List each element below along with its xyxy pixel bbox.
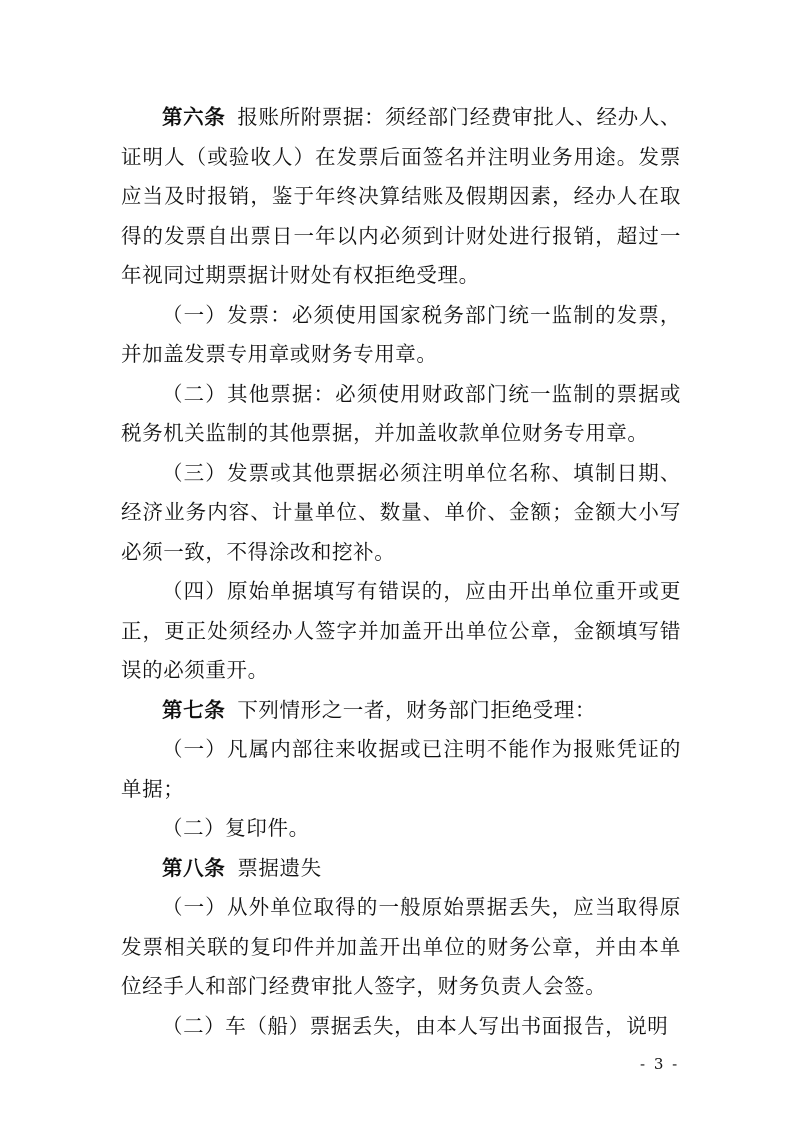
article-7-paragraph: [121, 691, 681, 731]
page-number: - 3 -: [640, 1055, 680, 1073]
article-heading: 第七条: [162, 697, 226, 722]
article-6-paragraph: [121, 98, 681, 296]
article-8-paragraph: [121, 849, 681, 889]
clause-2-paragraph: [121, 375, 681, 454]
paragraph-text: 下列情形之一者，财务部门拒绝受理：: [237, 697, 597, 722]
paragraph-text: 票据遗失: [237, 855, 322, 880]
paragraph-text: （二）复印件。: [162, 816, 310, 840]
body-text: [121, 98, 681, 1046]
clause-8-2-paragraph: [121, 1007, 681, 1047]
article-heading: 第八条: [162, 855, 226, 880]
article-heading: 第六条: [162, 105, 226, 129]
paragraph-text: （一）凡属内部往来收据或已注明不能作为报账凭证的单据；: [121, 737, 681, 801]
clause-3-paragraph: [121, 454, 681, 573]
clause-8-1-paragraph: [121, 888, 681, 1007]
clause-7-2-paragraph: [121, 809, 681, 849]
clause-7-1-paragraph: [121, 730, 681, 809]
paragraph-text: （二）其他票据：必须使用财政部门统一监制的票据或税务机关监制的其他票据，并加盖收款单位财务专用章。: [121, 381, 681, 445]
clause-4-paragraph: [121, 572, 681, 691]
paragraph-text: （三）发票或其他票据必须注明单位名称、填制日期、经济业务内容、计量单位、数量、单价、金额；金额大小写必须一致，不得涂改和挖补。: [121, 460, 681, 564]
paragraph-text: （四）原始单据填写有错误的，应由开出单位重开或更正，更正处须经办人签字并加盖开出单位公章，金额填写错误的必须重开。: [121, 579, 681, 682]
paragraph-text: （一）发票：必须使用国家税务部门统一监制的发票，并加盖发票专用章或财务专用章。: [121, 302, 681, 366]
paragraph-text: 报账所附票据：须经部门经费审批人、经办人、证明人（或验收人）在发票后面签名并注明业务用途。发票应当及时报销，鉴于年终决算结账及假期因素，经办人在取得的发票自出票日一年以内必须到计财处进行报销，超过一年视同过期票据计财处有权拒绝受理。: [121, 105, 681, 287]
clause-1-paragraph: [121, 296, 681, 375]
paragraph-text: （二）车（船）票据丢失，由本人写出书面报告，说明: [162, 1013, 669, 1038]
paragraph-text: （一）从外单位取得的一般原始票据丢失，应当取得原发票相关联的复印件并加盖开出单位的财务公章，并由本单位经手人和部门经费审批人签字，财务负责人会签。: [121, 895, 681, 998]
